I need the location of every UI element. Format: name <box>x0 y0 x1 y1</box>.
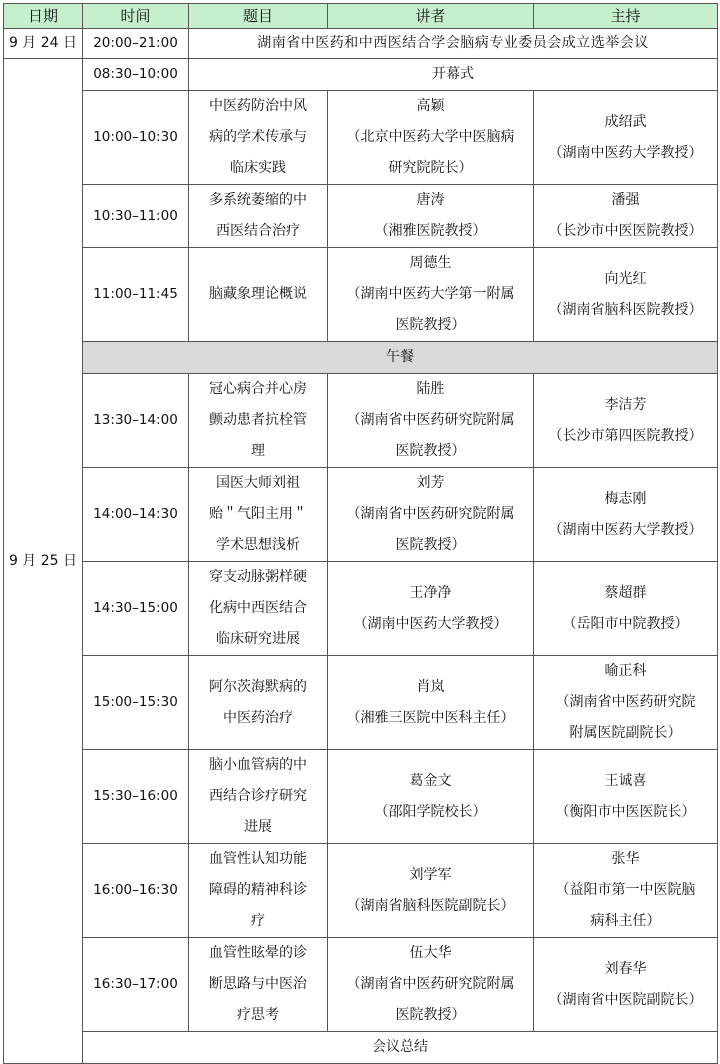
cell-line: 肖岚 <box>416 678 445 695</box>
cell-line: 学术思想浅析 <box>216 537 300 553</box>
session-row <box>4 468 718 562</box>
cell-line: （长沙市中医医院教授） <box>548 223 703 239</box>
cell-line: 障碍的精神科诊 <box>209 882 307 898</box>
cell-line: 周德生 <box>409 255 452 271</box>
closing-label: 会议总结 <box>83 1032 718 1064</box>
session-speaker <box>328 562 534 656</box>
opening-row <box>4 59 718 91</box>
cell-line: 临床研究进展 <box>216 631 300 647</box>
cell-line: 多系统萎缩的中 <box>209 192 307 208</box>
day2-date: 9 月 25 日 <box>4 59 83 1064</box>
session-time: 15:00–15:30 <box>83 656 189 750</box>
cell-line: 张华 <box>611 851 640 867</box>
cell-line: 西结合诊疗研究 <box>209 788 307 804</box>
cell-line: （衡阳市中医医院长） <box>555 803 696 820</box>
header-date: 日期 <box>4 4 83 29</box>
session-speaker <box>328 374 534 468</box>
session-row <box>4 562 718 656</box>
session-topic <box>189 91 328 185</box>
cell-line: 向光红 <box>604 270 647 287</box>
session-host <box>534 248 718 342</box>
cell-line: 西医结合治疗 <box>216 223 300 239</box>
cell-line: （湖南省脑科医院教授） <box>548 301 703 318</box>
cell-line: 中医药防治中风 <box>209 98 307 114</box>
cell-line: 王净净 <box>409 584 452 601</box>
cell-line: 唐涛 <box>416 192 445 208</box>
session-time: 10:30–11:00 <box>83 185 189 248</box>
header-time: 时间 <box>83 4 189 29</box>
cell-line: （长沙市第四医院教授） <box>548 427 703 444</box>
session-time: 14:00–14:30 <box>83 468 189 562</box>
cell-line: 喻正科 <box>604 663 647 679</box>
cell-line: （湖南省中医院副院长） <box>548 991 703 1008</box>
cell-line: 葛金文 <box>409 772 452 789</box>
session-topic <box>189 374 328 468</box>
session-row <box>4 91 718 185</box>
day1-row <box>4 29 718 59</box>
session-time: 14:30–15:00 <box>83 562 189 656</box>
cell-line: 冠心病合并心房 <box>209 381 307 397</box>
cell-line: 脑藏象理论概说 <box>209 286 307 302</box>
session-host <box>534 750 718 844</box>
session-host <box>534 844 718 938</box>
session-speaker <box>328 185 534 248</box>
cell-line: 颤动患者抗栓管 <box>209 412 307 428</box>
opening-time: 08:30–10:00 <box>83 59 189 91</box>
cell-line: 伍大华 <box>409 945 452 961</box>
header-speaker: 讲者 <box>328 4 534 29</box>
cell-line: 国医大师刘祖 <box>216 475 300 491</box>
cell-line: 化病中西医结合 <box>209 600 307 616</box>
lunch-row <box>4 342 718 374</box>
cell-line: 蔡超群 <box>604 584 647 601</box>
cell-line: 血管性眩晕的诊 <box>209 945 307 961</box>
cell-line: （湖南省中医药研究院 <box>555 694 696 710</box>
cell-line: 临床实践 <box>230 160 286 176</box>
cell-line: （湖南中医药大学教授） <box>548 144 703 161</box>
cell-line: 脑小血管病的中 <box>209 757 307 773</box>
session-time: 16:30–17:00 <box>83 938 189 1032</box>
cell-line: （湖南省中医药研究院附属 <box>346 506 515 522</box>
session-topic <box>189 185 328 248</box>
header-row <box>4 4 718 29</box>
session-topic <box>189 844 328 938</box>
session-host <box>534 938 718 1032</box>
session-topic <box>189 750 328 844</box>
cell-line: 潘强 <box>611 192 640 208</box>
lunch-label: 午餐 <box>83 342 718 374</box>
session-speaker <box>328 656 534 750</box>
session-host <box>534 374 718 468</box>
schedule-table <box>3 3 718 1064</box>
cell-line: （岳阳市中院教授） <box>562 615 689 632</box>
cell-line: （益阳市第一中医院脑 <box>555 882 696 898</box>
cell-line: 进展 <box>244 819 272 835</box>
cell-line: 血管性认知功能 <box>209 851 307 867</box>
cell-line: （湖南省脑科医院副院长） <box>346 897 515 914</box>
session-row <box>4 844 718 938</box>
cell-line: （北京中医药大学中医脑病 <box>346 129 515 145</box>
cell-line: 医院教授） <box>395 1007 466 1023</box>
session-row <box>4 750 718 844</box>
session-time: 13:30–14:00 <box>83 374 189 468</box>
day1-date: 9 月 24 日 <box>4 29 83 59</box>
cell-line: （湘雅三医院中医科主任） <box>346 709 515 726</box>
session-time: 11:00–11:45 <box>83 248 189 342</box>
cell-line: 刘学军 <box>409 866 452 883</box>
cell-line: 刘芳 <box>416 475 445 491</box>
cell-line: 疗思考 <box>237 1007 279 1023</box>
session-host <box>534 468 718 562</box>
session-topic <box>189 468 328 562</box>
cell-line: 断思路与中医治 <box>209 976 307 992</box>
session-topic <box>189 656 328 750</box>
session-speaker <box>328 938 534 1032</box>
session-row <box>4 374 718 468</box>
cell-line: 研究院院长） <box>388 160 473 176</box>
session-speaker <box>328 248 534 342</box>
session-topic <box>189 562 328 656</box>
cell-line: 医院教授） <box>395 537 466 553</box>
cell-line: 中医药治疗 <box>223 709 293 726</box>
cell-line: 病科主任） <box>590 913 661 929</box>
cell-line: （湖南省中医药研究院附属 <box>346 412 515 428</box>
cell-line: （湘雅医院教授） <box>374 223 487 239</box>
cell-line: 理 <box>251 443 265 459</box>
cell-line: 附属医院副院长） <box>569 725 682 741</box>
session-row <box>4 656 718 750</box>
session-row <box>4 248 718 342</box>
cell-line: 病的学术传承与 <box>209 129 307 145</box>
header-topic: 题目 <box>189 4 328 29</box>
cell-line: （邵阳学院校长） <box>374 803 487 820</box>
cell-line: 梅志刚 <box>604 490 647 507</box>
session-row <box>4 185 718 248</box>
session-row <box>4 938 718 1032</box>
day1-event: 湖南省中医药和中西医结合学会脑病专业委员会成立选举会议 <box>189 29 718 59</box>
session-time: 15:30–16:00 <box>83 750 189 844</box>
cell-line: （湖南省中医药研究院附属 <box>346 976 515 992</box>
cell-line: 医院教授） <box>395 443 466 459</box>
day1-time: 20:00–21:00 <box>83 29 189 59</box>
session-host <box>534 185 718 248</box>
cell-line: 阿尔茨海默病的 <box>209 678 307 695</box>
cell-line: （湖南中医药大学教授） <box>548 521 703 538</box>
session-speaker <box>328 468 534 562</box>
session-speaker <box>328 91 534 185</box>
cell-line: 疗 <box>251 913 265 929</box>
cell-line: 李洁芳 <box>604 396 647 413</box>
opening-label: 开幕式 <box>189 59 718 91</box>
cell-line: 陆胜 <box>416 381 445 397</box>
cell-line: （湖南中医药大学教授） <box>353 615 508 632</box>
cell-line: 刘春华 <box>604 960 647 977</box>
session-topic <box>189 248 328 342</box>
session-time: 16:00–16:30 <box>83 844 189 938</box>
cell-line: 高颖 <box>416 98 445 114</box>
cell-line: 穿支动脉粥样硬 <box>209 569 307 585</box>
session-host <box>534 562 718 656</box>
session-topic <box>189 938 328 1032</box>
cell-line: 贻＂气阳主用＂ <box>209 506 307 522</box>
session-speaker <box>328 750 534 844</box>
session-host <box>534 656 718 750</box>
closing-row <box>4 1032 718 1064</box>
cell-line: 成绍武 <box>604 113 647 130</box>
cell-line: 医院教授） <box>395 317 466 333</box>
session-time: 10:00–10:30 <box>83 91 189 185</box>
cell-line: （湖南中医药大学第一附属 <box>346 286 515 302</box>
session-speaker <box>328 844 534 938</box>
cell-line: 王诚喜 <box>604 772 647 789</box>
header-host: 主持 <box>534 4 718 29</box>
session-host <box>534 91 718 185</box>
